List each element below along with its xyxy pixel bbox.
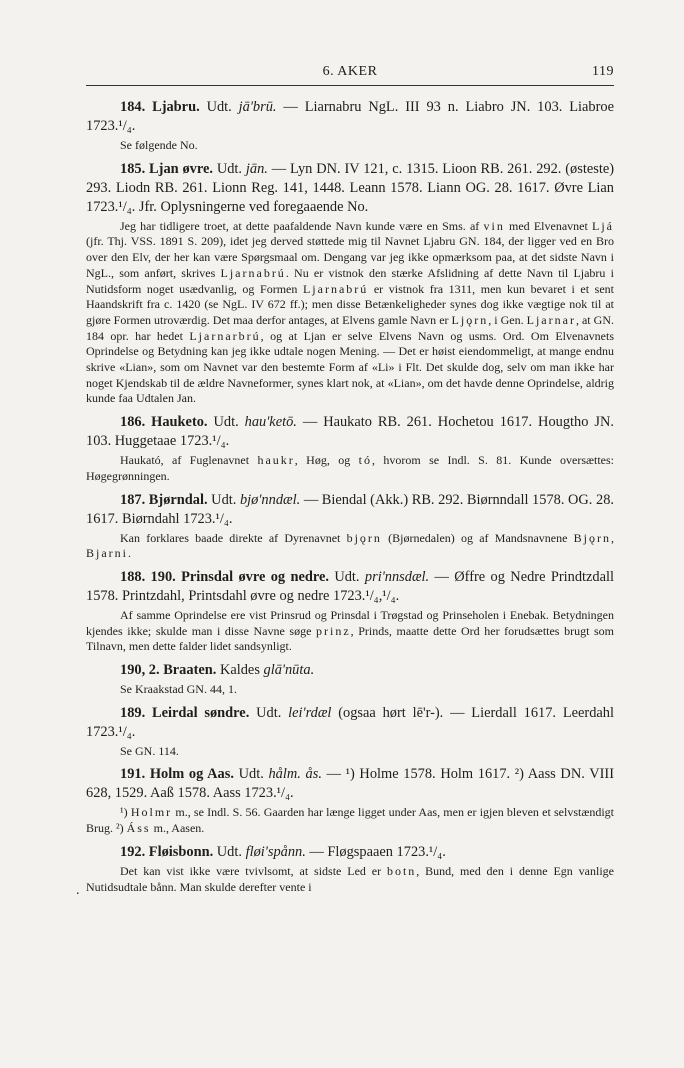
- entry-main: [86, 98, 614, 136]
- entry-text: — Fløgspaaen 1723.¹/₄.: [305, 843, 446, 860]
- entry-189: [86, 704, 614, 760]
- spaced-word: Ljarnarbrú: [189, 328, 261, 343]
- entry-text: — Øffre og Nedre Prindtzdall 1578. Printzdahl, Printsdahl øvre og nedre 1723.¹/₄,¹/₄.: [86, 568, 614, 604]
- spaced-word: Ljarnabrú: [302, 281, 369, 296]
- note-text: m., se Indl. S. 56. Gaarden har længe ligget under Aas, men er igjen bleven et selvstændigt Brug. ²): [86, 805, 614, 836]
- note-text: , og at Ljan er selve Elvens Navn og usms. Ord. Om Elvenavnets Oprindelse og Betydning kan jeg ikke udtale nogen Mening. — Det er høist eiendommeligt, at mange endnu skrive «Lian», som om Navnet var den bestemte Form af «Li» i Flt. Det skulde dog, selv om man ikke har noget Kjendskab til de ældre Navneformer, synes klart nok, at «Lian», om det havde denne Oprindelse, aldrig kunde faa Udtalen Jan.: [86, 328, 614, 406]
- headword: Fløisbonn.: [148, 843, 214, 860]
- entry-192: [86, 843, 614, 895]
- note-text: Det kan vist ikke være tvivlsomt, at sidste Led er: [120, 863, 387, 878]
- entry-text: — ¹) Holme 1578. Holm 1617. ²) Aass DN. VIII 628, 1529. Aaß 1578. Aass 1723.¹/₄.: [86, 766, 614, 802]
- pronunciation: jān.: [245, 160, 268, 177]
- spaced-word: Bjarni: [86, 546, 128, 561]
- entry-text: Udt.: [328, 568, 365, 585]
- note-text: , i Gen.: [488, 312, 527, 327]
- margin-mark: .: [76, 883, 80, 898]
- entry-190-2: [86, 661, 614, 698]
- entry-note: [86, 805, 614, 836]
- entries: [86, 98, 614, 901]
- note-text: (jfr. Thj. VSS. 1891 S. 209), idet jeg derved støttede mig til Navnet Ljabru GN. 184, der ligger ved en Bro over den Elv, der her kan være Spørgsmaal om. Dengang var jeg ikke opmærksom paa, at det sidste Navn i NgL., som anført, skrives: [86, 234, 614, 280]
- note-text: m., Aasen.: [150, 821, 205, 836]
- entry-note: Se GN. 114.: [120, 743, 179, 758]
- pronunciation: fløi'spånn.: [245, 843, 306, 860]
- note-text: . Nu er vistnok den stærke Afslidning af dette Navn til Ljabru i Nutidsform noget usædvanlig, og Formen: [86, 265, 614, 296]
- entry-text: — Liarnabru NgL. III 93 n. Liabro JN. 103. Liabroe 1723.¹/₄.: [86, 99, 615, 134]
- entry-186: [86, 413, 614, 484]
- headword: Ljan øvre.: [149, 160, 213, 177]
- spaced-word: tó: [358, 453, 372, 468]
- entry-number: 189.: [120, 704, 146, 721]
- entry-main: [86, 765, 614, 803]
- note-text: , Prinds, maatte dette Ord her forudsættes brugt som Tilnavn, men dette falder lidet sandsynligt.: [86, 623, 614, 654]
- entry-191: [86, 765, 614, 836]
- entry-number: 191.: [120, 766, 146, 783]
- note-text: , at GN. 184 opr. har hedet: [86, 312, 615, 343]
- running-title: 6. AKER: [322, 64, 378, 79]
- entry-main: [86, 413, 614, 451]
- entry-number: 192.: [120, 843, 146, 860]
- entry-text: Udt.: [213, 160, 246, 177]
- entry-text: Udt.: [213, 843, 246, 860]
- note-text: Af samme Oprindelse ere vist Prinsrud og Prinsdal i Trøgstad og Prinseholen i Enebak. Betydningen kjendes ikke; skulde man i disse Navne søge: [86, 607, 614, 638]
- entry-note: [86, 219, 614, 407]
- entry-number: 188. 190.: [120, 568, 176, 585]
- entry-text: Udt.: [207, 491, 240, 508]
- spaced-word: Áss: [126, 821, 151, 836]
- pronunciation: bjø'nndæl.: [239, 491, 301, 508]
- spaced-word: haukr: [257, 453, 295, 468]
- entry-number: 190, 2.: [120, 662, 160, 679]
- headword: Ljabru.: [152, 99, 200, 115]
- entry-text: Udt.: [207, 414, 245, 431]
- entry-note: [86, 453, 614, 484]
- headword: Bjørndal.: [148, 491, 208, 508]
- note-text: ¹): [120, 805, 131, 820]
- pronunciation: hau'ketō.: [244, 414, 297, 431]
- entry-text: — Lyn DN. IV 121, c. 1315. Lioon RB. 261. 292. (østeste) 293. Liodn RB. 261. Lionn Reg. 141, 1448. Leann 1578. Liann OG. 28. 1617. Øvre Lian 1723.¹/₄. Jfr. Oplysningerne ved foregaaende No.: [86, 160, 614, 215]
- spaced-word: bjǫrn: [346, 530, 382, 545]
- note-text: Haukató, af Fuglenavnet: [120, 453, 258, 468]
- entry-main: [86, 568, 614, 606]
- entry-main: [86, 704, 614, 742]
- entry-number: 187.: [120, 491, 146, 508]
- headword: Prinsdal øvre og nedre.: [181, 568, 329, 585]
- spaced-word: botn: [386, 863, 417, 878]
- entry-text: Udt.: [199, 99, 239, 115]
- headword: Hauketo.: [151, 414, 208, 431]
- spaced-word: prinz: [316, 623, 351, 638]
- headword: Braaten.: [163, 662, 217, 679]
- entry-note: [86, 531, 614, 562]
- pronunciation: pri'nnsdæl.: [364, 568, 430, 585]
- pronunciation: jā'brū.: [238, 99, 277, 115]
- pronunciation: glā'nūta.: [263, 662, 315, 679]
- spaced-word: Ljǫrn: [451, 312, 489, 327]
- note-text: Jeg har tidligere troet, at dette paafaldende Navn kunde være en Sms. af: [120, 218, 484, 233]
- page-number: 119: [592, 64, 614, 79]
- header-rule: [86, 85, 614, 86]
- entry-note: [86, 608, 614, 655]
- entry-number: 185.: [120, 160, 146, 177]
- note-text: (Bjørnedalen) og af Mandsnavnene: [381, 530, 574, 545]
- note-text: , hvorom se Indl. S. 81. Kunde oversættes: Høgegrønningen.: [86, 453, 614, 483]
- entry-main: [86, 843, 614, 862]
- entry-main: [86, 661, 614, 680]
- entry-note: [86, 864, 614, 895]
- pronunciation: lei'rdæl: [288, 704, 332, 721]
- spaced-word: Ljarnar: [526, 312, 576, 327]
- entry-text: — Haukato RB. 261. Hochetou 1617. Hougtho JN. 103. Huggetaae 1723.¹/₄.: [86, 414, 614, 450]
- spaced-word: Ljarnabrú: [220, 265, 286, 280]
- entry-text: Udt.: [249, 704, 289, 721]
- entry-184: [86, 98, 614, 154]
- note-text: med Elvenavnet: [504, 218, 592, 233]
- entry-main: [86, 160, 614, 217]
- entry-text: — Biendal (Akk.) RB. 292. Biørnndall 1578. OG. 28. 1617. Biørndahl 1723.¹/₄.: [86, 491, 614, 527]
- entry-text: Kaldes: [216, 662, 264, 679]
- entry-main: [86, 491, 614, 529]
- note-text: ,: [611, 530, 614, 545]
- note-text: .: [128, 546, 131, 561]
- entry-note: Se Kraakstad GN. 44, 1.: [120, 682, 237, 697]
- entry-188-190: [86, 568, 614, 655]
- note-text: Kan forklares baade direkte af Dyrenavnet: [120, 530, 347, 545]
- entry-185: [86, 160, 614, 407]
- entry-text: (ogsaa hørt lē'r-). — Lierdall 1617. Leerdahl 1723.¹/₄.: [86, 704, 614, 740]
- headword: Holm og Aas.: [149, 766, 234, 783]
- spaced-word: Holmr: [130, 805, 173, 820]
- note-text: , Høg, og: [294, 453, 359, 468]
- entry-187: [86, 491, 614, 562]
- note-text: , Bund, med den i denne Egn vanlige Nutidsudtale bånn. Man skulde derefter vente i: [86, 863, 614, 894]
- spaced-word: Ljá: [592, 218, 614, 233]
- entry-text: Udt.: [233, 766, 269, 783]
- spaced-word: vin: [483, 218, 505, 233]
- pronunciation: hålm. ås.: [268, 766, 322, 783]
- entry-note: Se følgende No.: [120, 138, 198, 152]
- spaced-word: Bjǫrn: [573, 530, 611, 545]
- note-text: er vistnok fra 1311, men kun bevaret i et sent Haandskrift fra c. 1420 (se NgL. IV 672 ff.); men disse Betænkeligheder synes dog ikke vægtige nok til at gjøre Formen utroværdig. Det maa derfor antages, at Elvens gamle Navn er: [86, 281, 614, 327]
- entry-number: 184.: [120, 99, 146, 115]
- page-header: [86, 64, 614, 84]
- headword: Leirdal søndre.: [152, 704, 250, 721]
- entry-number: 186.: [120, 414, 146, 431]
